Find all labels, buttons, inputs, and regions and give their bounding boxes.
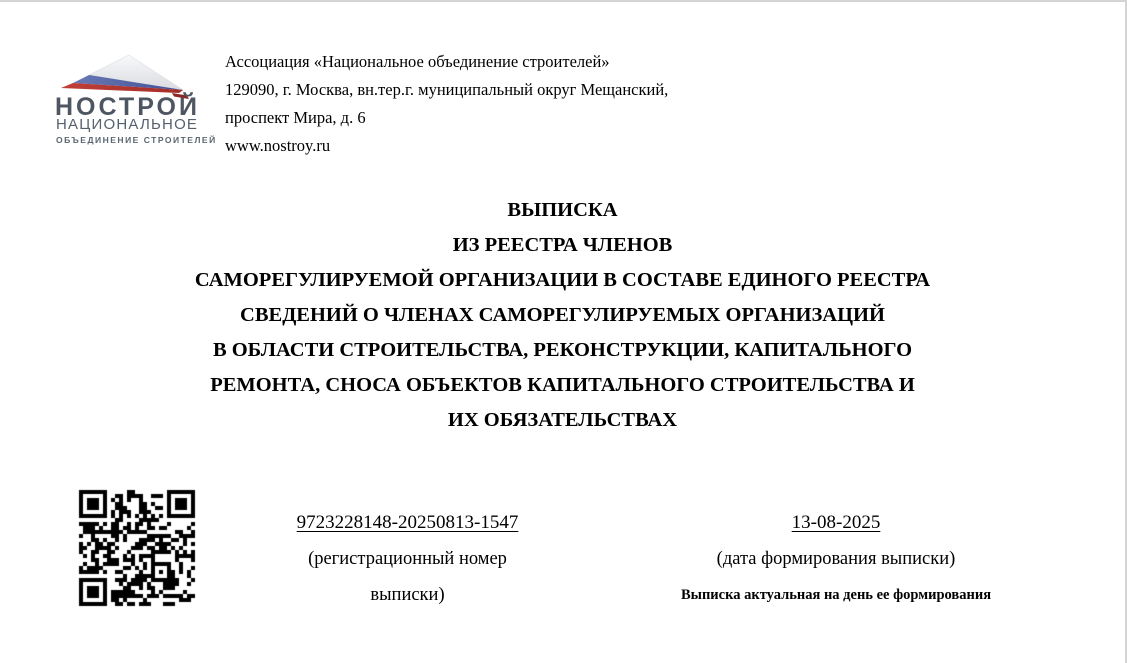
logo-subtitle-2: ОБЪЕДИНЕНИЕ СТРОИТЕЛЕЙ: [56, 135, 217, 145]
title-line: САМОРЕГУЛИРУЕМОЙ ОРГАНИЗАЦИИ В СОСТАВЕ ЕДИНОГО РЕЕСТРА: [194, 269, 931, 291]
logo-subtitle-1: НАЦИОНАЛЬНОЕ: [56, 116, 199, 133]
document-title: [110, 193, 1015, 438]
registration-number-block: [240, 505, 575, 613]
registration-label-line1: (регистрационный номер: [308, 549, 507, 569]
title-line: ИХ ОБЯЗАТЕЛЬСТВАХ: [447, 409, 678, 431]
org-website: www.nostroy.ru: [225, 136, 331, 155]
title-line: РЕМОНТА, СНОСА ОБЪЕКТОВ КАПИТАЛЬНОГО СТРОИТЕЛЬСТВА И: [210, 374, 915, 396]
qr-code: [75, 486, 199, 610]
title-line: ИЗ РЕЕСТРА ЧЛЕНОВ: [452, 234, 673, 256]
title-line: В ОБЛАСТИ СТРОИТЕЛЬСТВА, РЕКОНСТРУКЦИИ, КАПИТАЛЬНОГО: [212, 339, 913, 361]
logo-wordmark: НОСТРОЙ: [55, 93, 200, 121]
qr-code-canvas: [75, 486, 199, 610]
extract-date: 13-08-2025: [791, 512, 881, 533]
registration-number: 9723228148-20250813-1547: [296, 512, 519, 533]
validity-note: Выписка актуальная на день ее формирования: [680, 587, 992, 603]
extract-date-block: [662, 505, 1010, 613]
nostroy-logo: [55, 52, 217, 162]
title-line: ВЫПИСКА: [507, 199, 618, 221]
title-line: СВЕДЕНИЙ О ЧЛЕНАХ САМОРЕГУЛИРУЕМЫХ ОРГАНИЗАЦИЙ: [240, 304, 885, 326]
org-address-line1: 129090, г. Москва, вн.тер.г. муниципальный округ Мещанский,: [225, 80, 669, 99]
registration-label-line2: выписки): [370, 585, 445, 605]
org-address-line2: проспект Мира, д. 6: [225, 108, 366, 127]
org-info-block: [225, 48, 785, 160]
extract-date-label: (дата формирования выписки): [716, 549, 956, 569]
org-name: Ассоциация «Национальное объединение строителей»: [225, 52, 610, 71]
